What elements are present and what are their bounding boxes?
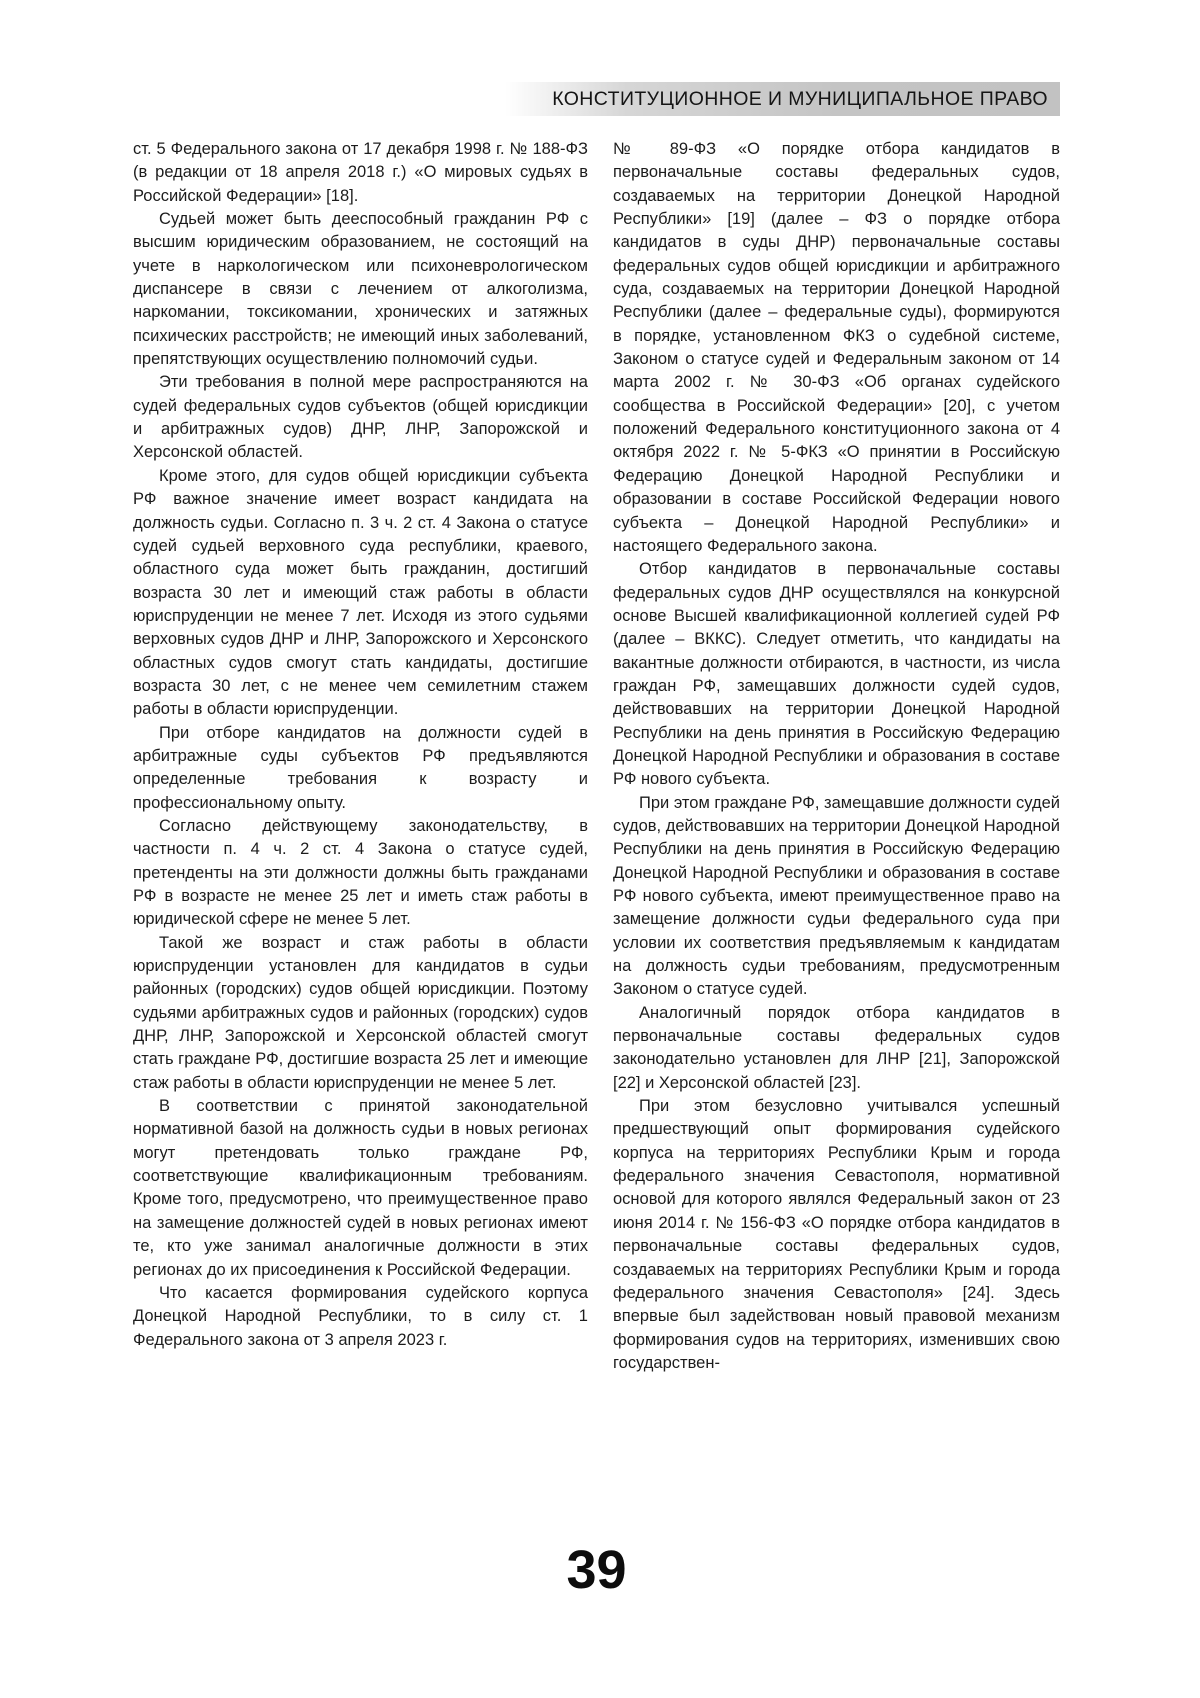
paragraph: Такой же возраст и стаж работы в области юриспруденции установлен для кандидатов в судьи районных (городских) судов общей юрисдикции. Поэтому судьями арбитражных судов и районных (городских) судов ДНР, ЛНР, Запорожской и Херсонской областей смогут стать граждане РФ, достигшие возраста 25 лет и имеющие стаж работы в области юриспруденции не менее 5 лет. (133, 933, 588, 1092)
paragraph: Эти требования в полной мере распространяются на судей федеральных судов субъектов (общей юрисдикции и арбитражных судов) ДНР, ЛНР, Запорожской и Херсонской областей. (133, 373, 588, 462)
paragraph: № 89-ФЗ «О порядке отбора кандидатов в первоначальные составы федеральных судов, создаваемых на территории Донецкой Народной Республики» [19] (далее – ФЗ о порядке отбора кандидатов в суды ДНР) первоначальные составы федеральных судов общей юрисдикции и арбитражного суда, создаваемых на территории Донецкой Народной Республики (далее – федеральные суды), формируются в порядке, установленном ФКЗ о судебной системе, Законом о статусе судей и Федеральным законом от 14 марта 2002 г. № 30-ФЗ «Об органах судейского сообщества в Российской Федерации» [20], с учетом положений Федерального конституционного закона от 4 октября 2022 г. № 5-ФКЗ «О принятии в Российскую Федерацию Донецкой Народной Республики и образовании в составе Российской Федерации нового субъекта – Донецкой Народной Республики» и настоящего Федерального закона. (613, 140, 1060, 555)
paragraph: При отборе кандидатов на должности судей в арбитражные суды субъектов РФ предъявляются определенные требования к возрасту и профессиональному опыту. (133, 723, 588, 812)
text-column-right (613, 138, 1060, 1375)
paragraph: Что касается формирования судейского корпуса Донецкой Народной Республики, то в силу ст. 1 Федерального закона от 3 апреля 2023 г. (133, 1283, 588, 1349)
paragraph: При этом граждане РФ, замещавшие должности судей судов, действовавших на территории Донецкой Народной Республики на день принятия в Российскую Федерацию Донецкой Народной Республики и образования в составе РФ нового субъекта, имеют преимущественное право на замещение должности судьи федерального суда при условии их соответствия предъявляемым к кандидатам на должность судьи требованиям, предусмотренным Законом о статусе судей. (613, 793, 1060, 999)
paragraph: Согласно действующему законодательству, в частности п. 4 ч. 2 ст. 4 Закона о статусе судей, претенденты на эти должности должны быть гражданами РФ в возрасте не менее 25 лет и иметь стаж работы в юридической сфере не менее 5 лет. (133, 816, 588, 929)
paragraph: Судьей может быть дееспособный гражданин РФ с высшим юридическим образованием, не состоящий на учете в наркологическом или психоневрологическом диспансере в связи с лечением от алкоголизма, наркомании, токсикомании, хронических и затяжных психических расстройств; не имеющий иных заболеваний, препятствующих осуществлению полномочий судьи. (133, 210, 588, 369)
text-column-left (133, 138, 588, 1352)
paragraph: Отбор кандидатов в первоначальные составы федеральных судов ДНР осуществлялся на конкурсной основе Высшей квалификационной коллегией судей РФ (далее – ВККС). Следует отметить, что кандидаты на вакантные должности отбираются, в частности, из числа граждан РФ, замещавших должности судей судов, действовавших на территории Донецкой Народной Республики на день принятия в Российскую Федерацию Донецкой Народной Республики и образования в составе РФ нового субъекта. (613, 560, 1060, 789)
paragraph: При этом безусловно учитывался успешный предшествующий опыт формирования судейского корпуса на территориях Республики Крым и города федерального значения Севастополя, нормативной основой для которого являлся Федеральный закон от 23 июня 2014 г. № 156-ФЗ «О порядке отбора кандидатов в первоначальные составы федеральных судов, создаваемых на территориях Республики Крым и города федерального значения Севастополя» [24]. Здесь впервые был задействован новый правовой механизм формирования судов на территориях, изменивших свою государствен- (613, 1097, 1060, 1372)
paragraph: ст. 5 Федерального закона от 17 декабря 1998 г. № 188-ФЗ (в редакции от 18 апреля 2018 г.) «О мировых судьях в Российской Федерации» [18]. (133, 140, 588, 205)
section-header-bar (505, 82, 1060, 116)
page-number: 39 (566, 1540, 627, 1600)
paragraph: Кроме этого, для судов общей юрисдикции субъекта РФ важное значение имеет возраст кандидата на должность судьи. Согласно п. 3 ч. 2 ст. 4 Закона о статусе судей судьей верховного суда республики, краевого, областного суда может быть гражданин, достигший возраста 30 лет и имеющий стаж работы в области юриспруденции не менее 7 лет. Исходя из этого судьями верховных судов ДНР и ЛНР, Запорожского и Херсонского областных судов смогут стать кандидаты, достигшие возраста 30 лет, с не менее чем семилетним стажем работы в области юриспруденции. (133, 466, 588, 719)
paragraph: Аналогичный порядок отбора кандидатов в первоначальные составы федеральных судов законодательно установлен для ЛНР [21], Запорожской [22] и Херсонской областей [23]. (613, 1003, 1060, 1092)
paragraph: В соответствии с принятой законодательной нормативной базой на должность судьи в новых регионах могут претендовать только граждане РФ, соответствующие квалификационным требованиям. Кроме того, предусмотрено, что преимущественное право на замещение должностей судей в новых регионах имеют те, кто уже занимал аналогичные должности в этих регионах до их присоединения к Российской Федерации. (133, 1097, 588, 1279)
section-title: КОНСТИТУЦИОННОЕ И МУНИЦИПАЛЬНОЕ ПРАВО (552, 87, 1048, 110)
